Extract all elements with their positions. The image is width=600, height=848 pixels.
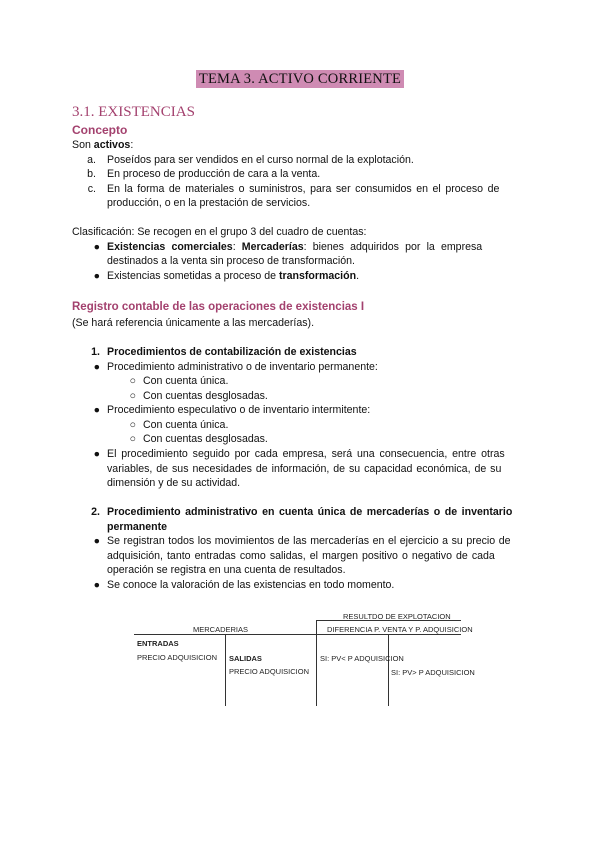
bullet-item: ● Procedimiento administrativo o de inventario permanente: (93, 361, 378, 373)
bullet-item: ● Procedimiento especulativo o de inventario intermitente: (93, 404, 371, 416)
si-pv-menor: SI: PV< P ADQUISICION (320, 654, 404, 663)
bullet-continuation: dimensión y de su actividad. (107, 477, 241, 489)
sub-bullet-item: ○ Con cuentas desglosadas. (129, 433, 268, 445)
list-item-continuation: producción, o en la prestación de servicios. (107, 197, 311, 209)
list-item: b. En proceso de producción de cara a la venta. (87, 168, 321, 180)
clasificacion-text: Clasificación: Se recogen en el grupo 3 del cuadro de cuentas: (72, 226, 367, 238)
bullet-continuation: variables, de sus necesidades de información, de su capacidad económica, de su (107, 463, 502, 475)
bullet-continuation: destinados a la venta sin proceso de transformación. (107, 255, 355, 267)
salidas-label: SALIDAS (229, 654, 262, 663)
mercaderias-header: MERCADERIAS (193, 625, 249, 634)
page-title-text: TEMA 3. ACTIVO CORRIENTE (196, 70, 404, 88)
precio-adquisicion-haber: PRECIO ADQUISICION (229, 667, 310, 676)
bullet-item: ● Se registran todos los movimientos de las mercaderías en el ejercicio a su precio de (93, 535, 511, 547)
proc1-heading: 1. Procedimientos de contabilización de existencias (91, 346, 357, 358)
page-title (0, 72, 600, 87)
resultado-divider (388, 634, 389, 706)
proc2-heading-continuation: permanente (107, 521, 168, 533)
diferencia-label: DIFERENCIA P. VENTA Y P. ADQUISICION (327, 625, 473, 634)
bullet-continuation: adquisición, tanto entradas como salidas, el margen positivo o negativo de cada (107, 550, 495, 562)
bullet-item: ● El procedimiento seguido por cada empresa, será una consecuencia, entre otras (93, 448, 505, 460)
sub-bullet-item: ○ Con cuenta única. (129, 375, 229, 387)
concepto-intro: Son activos: (72, 139, 134, 151)
proc2-heading: 2. Procedimiento administrativo en cuenta única de mercaderías o de inventario (91, 506, 513, 518)
middle-divider (316, 620, 317, 706)
bullet-continuation: operación se registra en una cuenta de resultados. (107, 564, 346, 576)
list-item: a. Poseídos para ser vendidos en el curso normal de la explotación. (87, 154, 414, 166)
registro-note: (Se hará referencia únicamente a las mercaderías). (72, 317, 315, 329)
bullet-item: ● Se conoce la valoración de las existencias en todo momento. (93, 579, 395, 591)
si-pv-mayor: SI: PV> P ADQUISICION (391, 668, 475, 677)
bullet-item: ● Existencias sometidas a proceso de transformación. (93, 270, 360, 282)
list-item: c. En la forma de materiales o suministros, para ser consumidos en el proceso de (87, 183, 500, 195)
section-heading: 3.1. EXISTENCIAS (72, 104, 195, 120)
registro-heading: Registro contable de las operaciones de existencias I (72, 301, 365, 313)
mercaderias-divider (225, 634, 226, 706)
entradas-label: ENTRADAS (137, 639, 179, 648)
precio-adquisicion-debe: PRECIO ADQUISICION (137, 653, 218, 662)
sub-bullet-item: ○ Con cuenta única. (129, 419, 229, 431)
concepto-heading: Concepto (72, 123, 128, 137)
sub-bullet-item: ○ Con cuentas desglosadas. (129, 390, 268, 402)
resultado-header: RESULTDO DE EXPLOTACION (343, 612, 451, 621)
table-top-rule (134, 634, 461, 635)
bullet-item: ● Existencias comerciales: Mercaderías: bienes adquiridos por la empresa (93, 241, 483, 253)
